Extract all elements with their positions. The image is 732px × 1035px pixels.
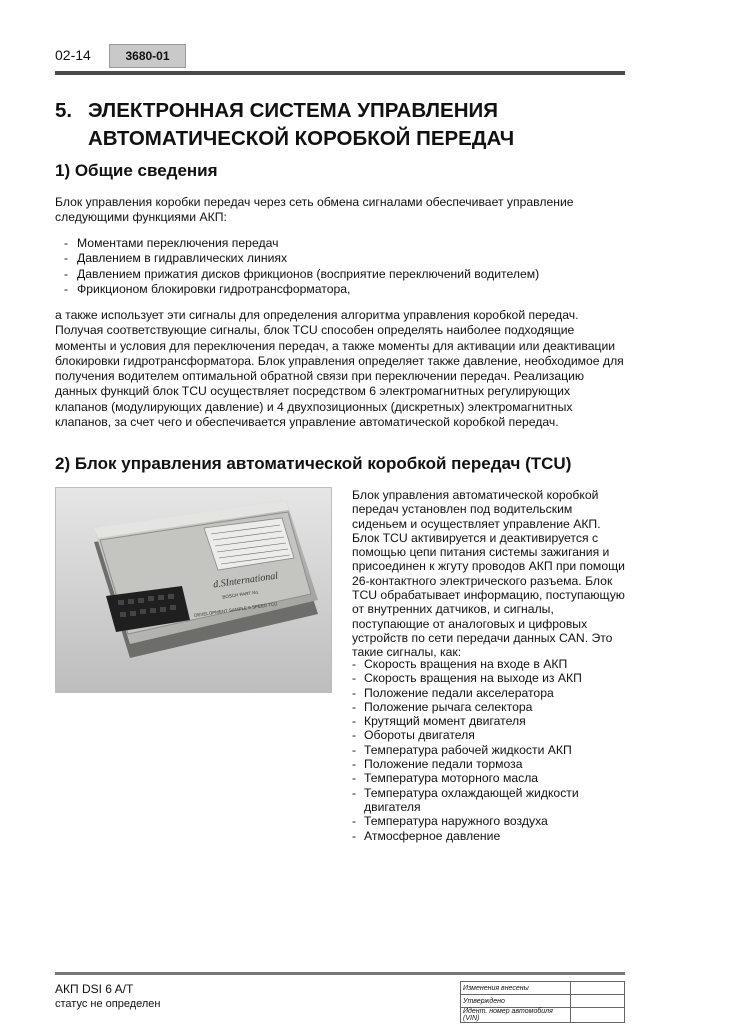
- footer-model: АКП DSI 6 A/T: [55, 982, 134, 996]
- chapter-number: 5.: [55, 99, 73, 122]
- approval-label: Утверждено: [461, 995, 571, 1008]
- list-item: - Обороты двигателя: [352, 728, 627, 742]
- list-item: - Положение рычага селектора: [352, 700, 627, 714]
- list-item: - Температура охлаждающей жидкости двигателя: [352, 786, 627, 815]
- section1-intro: Блок управления коробки передач через сеть обмена сигналами обеспечивает управление следующими функциями АКП:: [55, 195, 574, 225]
- list-item: - Давлением прижатия дисков фрикционов (восприятие переключений водителем): [64, 267, 624, 282]
- document-code-badge: 3680-01: [109, 44, 186, 68]
- list-item: - Скорость вращения на выходе из АКП: [352, 671, 627, 685]
- function-list: [64, 236, 624, 297]
- list-item: - Крутящий момент двигателя: [352, 714, 627, 728]
- list-item: - Положение педали акселератора: [352, 686, 627, 700]
- section-heading-general: 1) Общие сведения: [55, 161, 218, 180]
- page-number: 02-14: [55, 47, 91, 63]
- approval-label: Изменения внесены: [461, 982, 571, 995]
- section-heading-tcu: 2) Блок управления автоматической коробкой передач (TCU): [55, 454, 572, 473]
- photo-dev-label: DEVELOPMENT SAMPLE 6 SPEED TCU: [193, 601, 278, 618]
- approval-value-cell: [571, 995, 625, 1008]
- tcu-photo: [55, 487, 332, 693]
- list-item: - Атмосферное давление: [352, 829, 627, 843]
- approval-value-cell: [571, 1008, 625, 1023]
- footer-status: статус не определен: [55, 998, 161, 1010]
- table-row: [461, 1008, 625, 1023]
- tcu-description: Блок управления автоматической коробкой передач установлен под водительским сиденьем и осуществляет управление АКП. Блок TCU активируется и деактивируется с помощью цепи питания системы зажигания и присоединен к жгуту проводов АКП при помощи 26-контактного электрического разъема. Блок TCU обрабатывает информацию, поступающую от внутренних датчиков, и сигналы, поступающие от аналоговых и цифровых устройств по сети передачи данных CAN. Это такие сигналы, как:: [352, 488, 625, 660]
- photo-brand-label: d.SInternational: [212, 570, 279, 591]
- list-item: - Скорость вращения на входе в АКП: [352, 657, 627, 671]
- section1-body: а также использует эти сигналы для определения алгоритма управления коробкой передач. Получая соответствующие сигналы, блок TCU способен определять наиболее подходящие моменты и условия для переключения передач, а также моменты для активации или деактивации блокировки гидротрансформатора. Блок управления определяет также давление, необходимое для получения водителем оптимальной обратной связи при переключении передач. Реализацию данных функций блок TCU осуществляет посредством 6 электромагнитных регулирующих клапанов (модулирующих давление) и 4 двухпозиционных (дискретных) электромагнитных клапанов, за счет чего и обеспечивается управление автоматической коробкой передач.: [55, 308, 624, 430]
- table-row: [461, 995, 625, 1008]
- list-item: - Моментами переключения передач: [64, 236, 624, 251]
- chapter-title-line2: АВТОМАТИЧЕСКОЙ КОРОБКОЙ ПЕРЕДАЧ: [88, 127, 515, 150]
- list-item: - Температура наружного воздуха: [352, 814, 627, 828]
- signal-list: [352, 657, 627, 843]
- list-item: - Температура рабочей жидкости АКП: [352, 743, 627, 757]
- list-item: - Давлением в гидравлических линиях: [64, 251, 624, 266]
- list-item: - Положение педали тормоза: [352, 757, 627, 771]
- list-item: - Температура моторного масла: [352, 771, 627, 785]
- approval-label: Идент. номер автомобиля (VIN): [461, 1008, 571, 1023]
- tcu-unit-illustration: [56, 488, 331, 692]
- approval-table: [460, 981, 625, 1023]
- table-row: [461, 982, 625, 995]
- chapter-title-line1: ЭЛЕКТРОННАЯ СИСТЕМА УПРАВЛЕНИЯ: [88, 99, 498, 122]
- header-rule: [55, 71, 625, 75]
- photo-bosch-label: BOSCH PART No.: [222, 589, 260, 600]
- approval-value-cell: [571, 982, 625, 995]
- list-item: - Фрикционом блокировки гидротрансформатора,: [64, 282, 624, 297]
- footer-rule: [55, 972, 625, 975]
- chapter-title: [55, 97, 625, 153]
